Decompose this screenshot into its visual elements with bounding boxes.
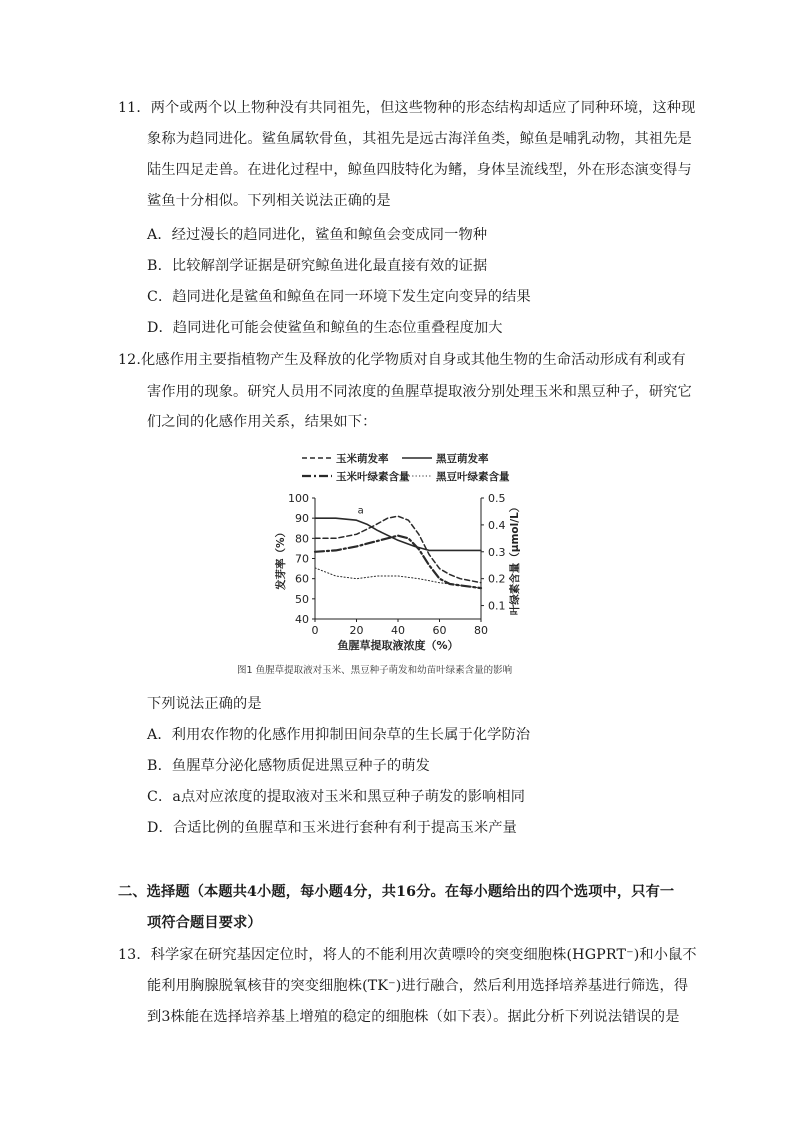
q12-stem-line-1: 12.化感作用主要指植物产生及释放的化学物质对自身或其他生物的生命活动形成有利或有 [118, 352, 686, 368]
y-left-tick-label: 50 [295, 592, 309, 606]
series-line-3 [315, 536, 481, 589]
y-left-tick-label: 70 [295, 552, 309, 566]
q12-option-d: D．合适比例的鱼腥草和玉米进行套种有利于提高玉米产量 [147, 820, 517, 836]
q12-option-c: C．a点对应浓度的提取液对玉米和黑豆种子萌发的影响相同 [147, 789, 526, 805]
x-tick-label: 40 [391, 624, 405, 637]
y-right-tick-label: 0.3 [488, 545, 506, 559]
q11-option-c: C．趋同进化是鲨鱼和鲸鱼在同一环境下发生定向变异的结果 [147, 289, 531, 305]
y-left-tick-label: 90 [295, 512, 309, 526]
q11-stem-line-3: 陆生四足走兽。在进化过程中，鲸鱼四肢特化为鳍，身体呈流线型，外在形态演变得与 [147, 162, 692, 178]
q12-stem-line-3: 们之间的化感作用关系，结果如下： [147, 414, 377, 430]
x-tick-label: 60 [432, 624, 447, 637]
series-line-4 [315, 568, 481, 588]
legend-label-2: 黑豆萌发率 [436, 453, 489, 465]
q11-option-a: A．经过漫长的趋同进化，鲨鱼和鲸鱼会变成同一物种 [147, 227, 488, 243]
x-tick-label: 80 [474, 624, 488, 637]
chart-legend [302, 452, 510, 483]
x-tick-label: 0 [311, 624, 319, 637]
q11-option-d: D．趋同进化可能会使鲨鱼和鲸鱼的生态位重叠程度加大 [147, 320, 503, 336]
x-axis-title: 鱼腥草提取液浓度（%） [337, 639, 459, 652]
y-right-tick-label: 0.4 [488, 518, 506, 532]
q13-stem-line-3: 到3株能在选择培养基上增殖的稳定的细胞株（如下表）。据此分析下列说法错误的是 [147, 1009, 680, 1025]
legend-label-3: 玉米叶绿素含量 [336, 471, 410, 483]
q11-stem-line-4: 鲨鱼十分相似。下列相关说法正确的是 [147, 193, 391, 209]
q11-stem-line-2: 象称为趋同进化。鲨鱼属软骨鱼，其祖先是远古海洋鱼类，鲸鱼是哺乳动物，其祖先是 [147, 131, 692, 147]
y-right-tick-label: 0.5 [488, 492, 506, 505]
chart-series [315, 506, 481, 589]
q12-stem-line-2: 害作用的现象。研究人员用不同浓度的鱼腥草提取液分别处理玉米和黑豆种子，研究它 [147, 384, 692, 400]
q13-stem-line-2: 能利用胸腺脱氧核苷的突变细胞株(TK⁻)进行融合，然后利用选择培养基进行筛选，得 [147, 978, 689, 994]
y-right-tick-label: 0.1 [488, 599, 506, 613]
q11-option-b: B．比较解剖学证据是研究鲸鱼进化最直接有效的证据 [147, 258, 488, 274]
chart-svg [262, 448, 562, 684]
figure-caption: 图1 鱼腥草提取液对玉米、黑豆种子萌发和幼苗叶绿素含量的影响 [237, 665, 513, 676]
q12-prompt: 下列说法正确的是 [147, 696, 262, 712]
y-right-tick-label: 0.2 [488, 572, 506, 586]
q12-option-b: B．鱼腥草分泌化感物质促进黑豆种子的萌发 [147, 758, 430, 774]
y-left-tick-label: 100 [288, 492, 309, 505]
q11-stem-line-1: 11．两个或两个以上物种没有共同祖先，但这些物种的形态结构却适应了同种环境，这种现 [118, 100, 696, 116]
germination-chlorophyll-chart [262, 448, 562, 684]
y-left-axis-title: 发芽率（%） [275, 526, 287, 591]
chart-axes [274, 492, 521, 652]
legend-label-4: 黑豆叶绿素含量 [436, 471, 510, 483]
legend-label-1: 玉米萌发率 [336, 453, 389, 465]
y-left-tick-label: 40 [295, 613, 309, 626]
section-2-heading-line-2: 项符合题目要求） [147, 915, 262, 931]
y-right-axis-title: 叶绿素含量（μmol/L） [509, 501, 521, 616]
annotation-a: a [357, 505, 364, 517]
section-2-heading-line-1: 二、选择题（本题共4小题，每小题4分，共16分。在每小题给出的四个选项中，只有一 [118, 884, 675, 900]
y-left-tick-label: 80 [295, 532, 309, 546]
x-tick-label: 20 [349, 624, 364, 637]
series-line-2 [315, 518, 481, 550]
q12-option-a: A．利用农作物的化感作用抑制田间杂草的生长属于化学防治 [147, 727, 531, 743]
y-left-tick-label: 60 [295, 572, 309, 586]
q13-stem-line-1: 13．科学家在研究基因定位时，将人的不能利用次黄嘌呤的突变细胞株(HGPRT⁻)和小鼠不 [118, 947, 697, 963]
